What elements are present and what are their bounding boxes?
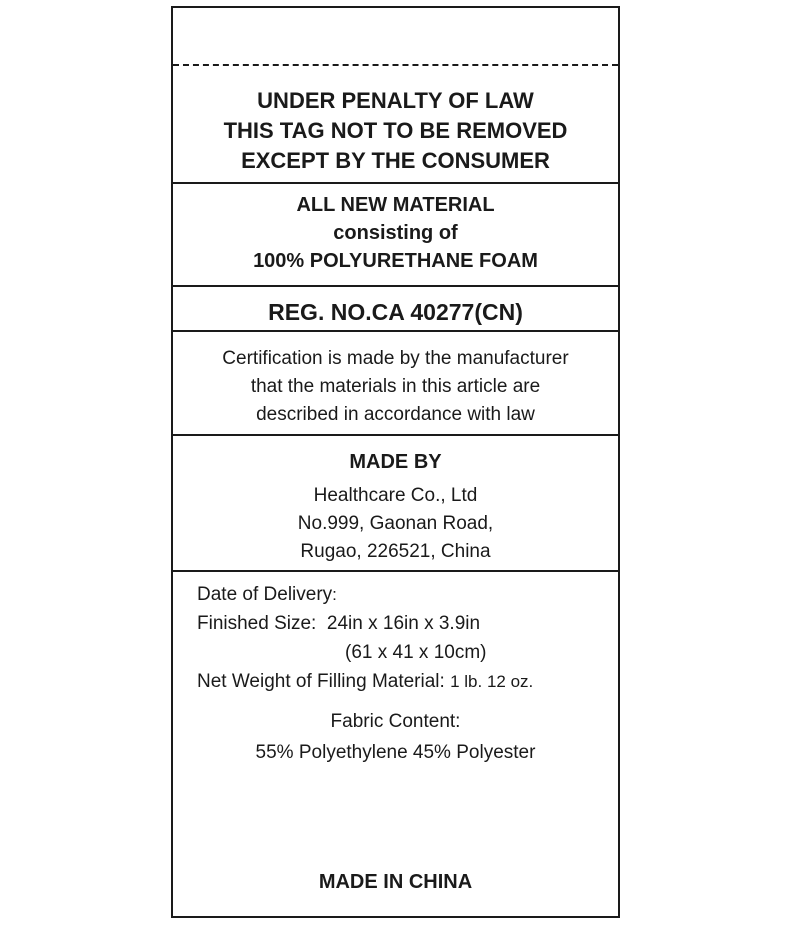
weight-label: Net Weight of Filling Material:: [197, 671, 445, 692]
tear-line: [173, 64, 618, 66]
maker-heading: MADE BY: [349, 451, 442, 473]
delivery-label: Date of Delivery: [197, 584, 333, 605]
size-imperial: 24in x 16in x 3.9in: [326, 613, 481, 634]
divider: [173, 330, 618, 332]
origin-label: MADE IN CHINA: [318, 871, 473, 893]
certification-line-2: that the materials in this article are: [250, 376, 541, 397]
warning-line-2: THIS TAG NOT TO BE REMOVED: [223, 118, 568, 143]
maker-city: Rugao, 226521, China: [300, 541, 491, 562]
delivery-colon: :: [332, 585, 337, 604]
material-line-1: ALL NEW MATERIAL: [296, 194, 495, 216]
certification-line-1: Certification is made by the manufacturer: [222, 348, 569, 369]
maker-street: No.999, Gaonan Road,: [297, 513, 494, 534]
registration-section: [173, 296, 618, 332]
weight-row: [173, 667, 618, 696]
material-line-3: 100% POLYURETHANE FOAM: [253, 250, 538, 272]
weight-value: 1 lb. 12 oz.: [450, 672, 534, 691]
warning-line-1: UNDER PENALTY OF LAW: [257, 88, 534, 113]
law-tag: [171, 6, 620, 918]
size-label: Finished Size:: [197, 613, 317, 634]
divider: [173, 570, 618, 572]
delivery-row: [173, 580, 618, 609]
divider: [173, 182, 618, 184]
certification-section: [173, 345, 618, 435]
material-line-2: consisting of: [333, 222, 458, 244]
divider: [173, 285, 618, 287]
size-metric-row: [173, 638, 618, 667]
certification-line-3: described in accordance with law: [256, 404, 535, 425]
details-section: [173, 580, 618, 916]
size-metric: (61 x 41 x 10cm): [345, 642, 487, 663]
warning-line-3: EXCEPT BY THE CONSUMER: [241, 148, 550, 173]
fabric-title: Fabric Content:: [330, 711, 461, 732]
divider: [173, 434, 618, 436]
material-section: [173, 191, 618, 286]
registration-number: REG. NO.CA 40277(CN): [268, 299, 523, 325]
fabric-value: 55% Polyethylene 45% Polyester: [255, 742, 536, 763]
warning-section: [173, 86, 618, 182]
maker-section: [173, 448, 618, 568]
size-row: [173, 609, 618, 638]
maker-name: Healthcare Co., Ltd: [313, 485, 478, 506]
